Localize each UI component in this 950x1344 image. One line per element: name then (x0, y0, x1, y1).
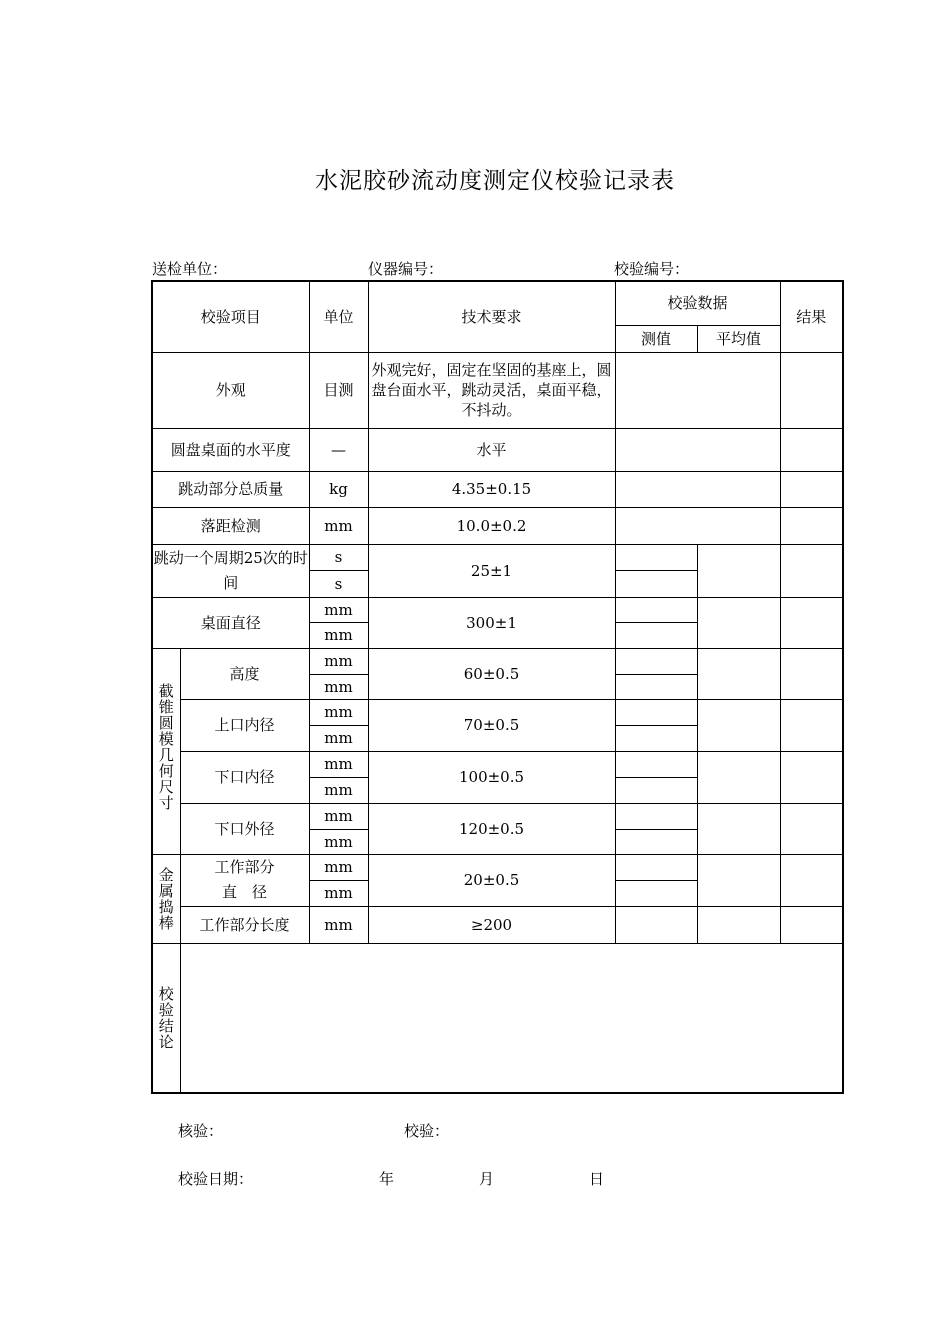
measured-cell[interactable] (615, 751, 697, 777)
tech-cone-height: 60±0.5 (368, 648, 615, 699)
measured-cell[interactable] (615, 725, 697, 751)
average-cell[interactable] (697, 803, 780, 854)
measured-cell[interactable] (615, 854, 697, 880)
calibration-table (151, 280, 844, 1094)
tech-cone-upper: 70±0.5 (368, 699, 615, 751)
unit-cone-height-2: mm (309, 674, 368, 699)
result-cell[interactable] (780, 803, 843, 854)
measured-cell[interactable] (615, 777, 697, 803)
col-header-measured: 测值 (615, 325, 697, 352)
calibrator-label: 校验： (404, 1122, 450, 1140)
col-header-data: 校验数据 (615, 281, 780, 325)
data-cell[interactable] (615, 471, 780, 507)
unit-cone-height-1: mm (309, 648, 368, 674)
result-cell[interactable] (780, 854, 843, 906)
unit-level: — (309, 428, 368, 471)
unit-cone-lower-inner-2: mm (309, 777, 368, 803)
tech-drop: 10.0±0.2 (368, 507, 615, 544)
unit-cone-lower-inner-1: mm (309, 751, 368, 777)
unit-cone-upper-2: mm (309, 725, 368, 751)
result-cell[interactable] (780, 699, 843, 751)
page-title: 水泥胶砂流动度测定仪校验记录表 (315, 168, 675, 194)
unit-rod-length: mm (309, 906, 368, 943)
unit-rod-diameter-2: mm (309, 880, 368, 906)
item-period: 跳动一个周期25次的时间 (152, 544, 309, 597)
result-cell[interactable] (780, 471, 843, 507)
group-rod: 金属捣棒 (152, 854, 180, 943)
tech-cone-lower-inner: 100±0.5 (368, 751, 615, 803)
measured-cell[interactable] (615, 648, 697, 674)
measured-cell[interactable] (615, 597, 697, 622)
measured-cell[interactable] (615, 803, 697, 829)
data-cell[interactable] (615, 507, 780, 544)
day-label: 日 (589, 1170, 605, 1188)
data-cell[interactable] (615, 428, 780, 471)
tech-period: 25±1 (368, 544, 615, 597)
unit-cone-lower-outer-1: mm (309, 803, 368, 829)
measured-cell[interactable] (615, 544, 697, 570)
average-cell[interactable] (697, 597, 780, 648)
unit-period-1: s (309, 544, 368, 570)
item-rod-diameter (180, 854, 309, 906)
col-header-result: 结果 (780, 281, 843, 352)
unit-period-2: s (309, 570, 368, 597)
conclusion-area[interactable] (180, 943, 843, 1093)
month-label: 月 (479, 1170, 495, 1188)
measured-cell[interactable] (615, 699, 697, 725)
measured-cell[interactable] (615, 880, 697, 906)
result-cell[interactable] (780, 751, 843, 803)
tech-diameter: 300±1 (368, 597, 615, 648)
unit-cone-upper-1: mm (309, 699, 368, 725)
unit-mass: kg (309, 471, 368, 507)
tech-appearance: 外观完好，固定在坚固的基座上，圆盘台面水平，跳动灵活，桌面平稳，不抖动。 (368, 352, 615, 428)
col-header-item: 校验项目 (152, 281, 309, 352)
unit-drop: mm (309, 507, 368, 544)
tech-cone-lower-outer: 120±0.5 (368, 803, 615, 854)
measured-cell[interactable] (615, 906, 697, 943)
tech-level: 水平 (368, 428, 615, 471)
average-cell[interactable] (697, 854, 780, 906)
tech-rod-length: ≥200 (368, 906, 615, 943)
item-mass: 跳动部分总质量 (152, 471, 309, 507)
item-rod-diameter-line2: 直 径 (222, 883, 268, 901)
average-cell[interactable] (697, 699, 780, 751)
checker-label: 核验： (178, 1122, 224, 1140)
item-level: 圆盘桌面的水平度 (152, 428, 309, 471)
average-cell[interactable] (697, 648, 780, 699)
result-cell[interactable] (780, 906, 843, 943)
average-cell[interactable] (697, 751, 780, 803)
measured-cell[interactable] (615, 674, 697, 699)
measured-cell[interactable] (615, 570, 697, 597)
unit-appearance: 目测 (309, 352, 368, 428)
item-cone-lower-inner: 下口内径 (180, 751, 309, 803)
measured-cell[interactable] (615, 829, 697, 854)
col-header-unit: 单位 (309, 281, 368, 352)
group-cone: 截锥圆模几何尺寸 (152, 648, 180, 854)
result-cell[interactable] (780, 648, 843, 699)
item-cone-height: 高度 (180, 648, 309, 699)
item-drop: 落距检测 (152, 507, 309, 544)
sender-unit-label: 送检单位： (152, 260, 228, 278)
calibration-no-label: 校验编号： (614, 260, 690, 278)
item-appearance: 外观 (152, 352, 309, 428)
col-header-average: 平均值 (697, 325, 780, 352)
item-rod-length: 工作部分长度 (180, 906, 309, 943)
date-label: 校验日期： (178, 1170, 254, 1188)
instrument-no-label: 仪器编号： (368, 260, 444, 278)
item-diameter: 桌面直径 (152, 597, 309, 648)
result-cell[interactable] (780, 352, 843, 428)
tech-rod-diameter: 20±0.5 (368, 854, 615, 906)
item-cone-lower-outer: 下口外径 (180, 803, 309, 854)
average-cell[interactable] (697, 544, 780, 597)
item-cone-upper: 上口内径 (180, 699, 309, 751)
conclusion-label: 校验结论 (152, 943, 180, 1093)
result-cell[interactable] (780, 507, 843, 544)
average-cell[interactable] (697, 906, 780, 943)
unit-cone-lower-outer-2: mm (309, 829, 368, 854)
data-cell[interactable] (615, 352, 780, 428)
result-cell[interactable] (780, 597, 843, 648)
unit-diameter-2: mm (309, 622, 368, 648)
result-cell[interactable] (780, 428, 843, 471)
tech-mass: 4.35±0.15 (368, 471, 615, 507)
unit-rod-diameter-1: mm (309, 854, 368, 880)
col-header-tech: 技术要求 (368, 281, 615, 352)
year-label: 年 (379, 1170, 395, 1188)
item-rod-diameter-line1: 工作部分 (214, 858, 275, 876)
result-cell[interactable] (780, 544, 843, 597)
unit-diameter-1: mm (309, 597, 368, 622)
measured-cell[interactable] (615, 622, 697, 648)
